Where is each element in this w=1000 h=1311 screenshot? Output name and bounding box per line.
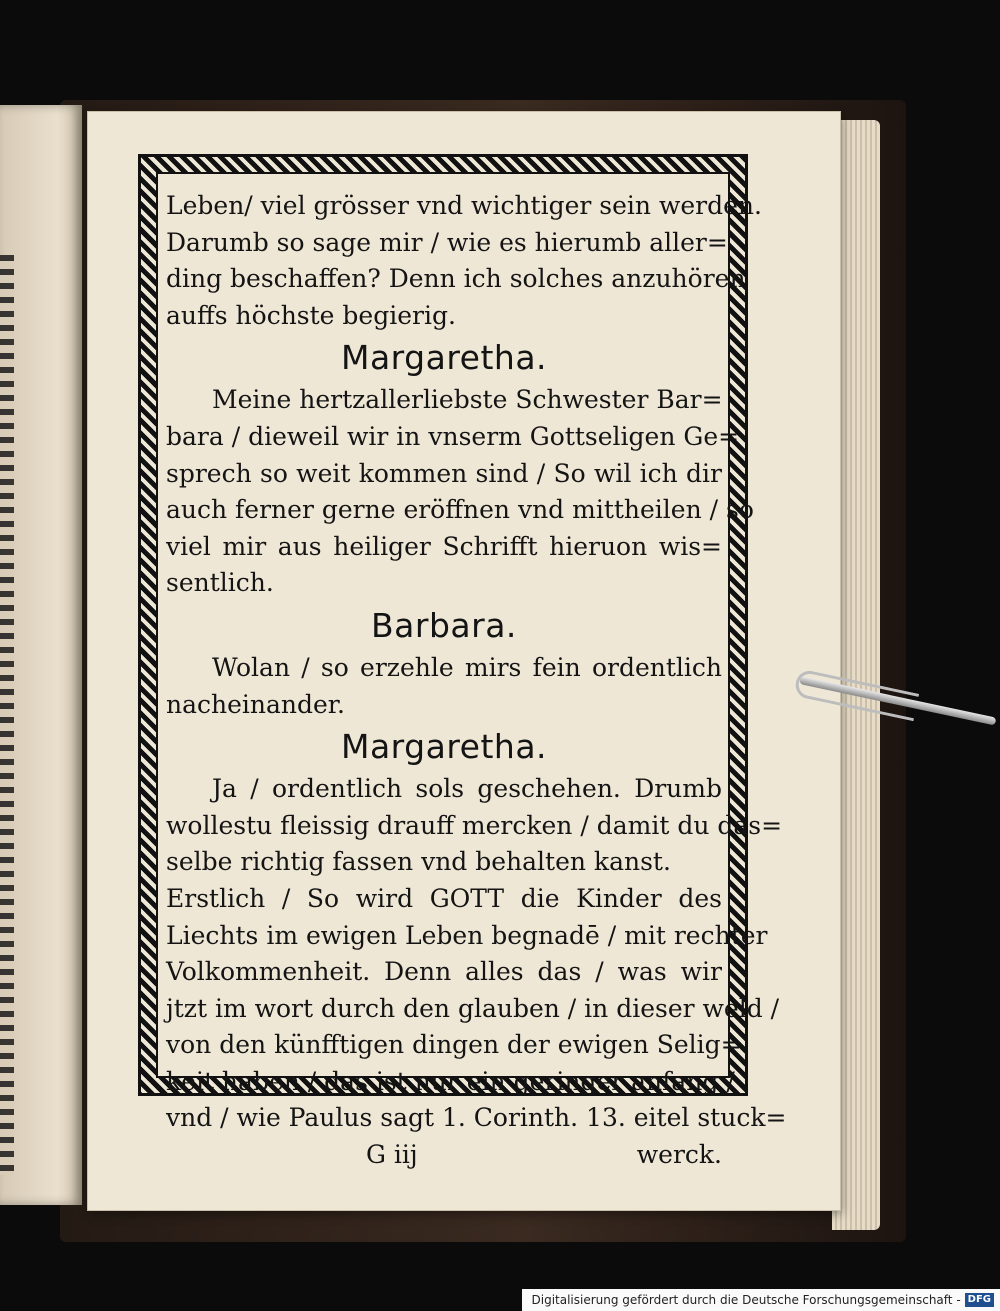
text-line: Meine hertzallerliebste Schwester Bar= <box>212 385 723 415</box>
speaker-heading: Barbara. <box>371 605 517 645</box>
attribution-bar <box>522 1289 1000 1311</box>
page-footer <box>166 1137 722 1173</box>
text-line: selbe richtig fassen vnd behalten kanst. <box>166 847 671 877</box>
text-line: nacheinander. <box>166 689 345 719</box>
speaker-heading: Margaretha. <box>340 338 548 378</box>
text-line: keit haben / das ist nur ein geringer anfang / <box>166 1066 735 1096</box>
text-line: bara / dieweil wir in vnserm Gottseligen Ge= <box>166 421 740 451</box>
book-page <box>88 112 840 1210</box>
text-line: Wolan / so erzehle mirs fein ordentlich <box>212 652 722 682</box>
catchword: werck. <box>636 1140 722 1170</box>
text-line: wollestu fleissig drauff mercken / damit du das= <box>166 810 783 840</box>
text-line: Liechts im ewigen Leben begnadē / mit rechter <box>166 920 768 950</box>
text-line: sentlich. <box>166 568 274 598</box>
text-line: Darumb so sage mir / wie es hierumb aller= <box>166 227 728 257</box>
text-line: ding beschaffen? Denn ich solches anzuhören <box>166 264 746 294</box>
signature-mark: G iij <box>366 1140 418 1170</box>
text-line: auffs höchste begierig. <box>166 300 456 330</box>
text-line: sprech so weit kommen sind / So wil ich dir <box>166 458 722 488</box>
text-line: Leben/ viel grösser vnd wichtiger sein werden. <box>166 191 762 220</box>
dfg-logo: DFG <box>965 1293 994 1307</box>
text-line: Erstlich / So wird GOTT die Kinder des <box>166 883 722 913</box>
text-line: auch ferner gerne eröffnen vnd mittheilen / so <box>166 495 754 525</box>
text-line: vnd / wie Paulus sagt 1. Corinth. 13. eitel stuck= <box>166 1103 787 1133</box>
text-line: viel mir aus heiliger Schrifft hieruon wis= <box>166 531 722 561</box>
text-line: Volkommenheit. Denn alles das / was wir <box>166 957 722 987</box>
text-line: Ja / ordentlich sols geschehen. Drumb <box>212 774 722 804</box>
facing-page <box>0 105 82 1205</box>
text-line: jtzt im wort durch den glauben / in dieser weld / <box>166 993 780 1023</box>
speaker-heading: Margaretha. <box>340 727 548 767</box>
attribution-text: Digitalisierung gefördert durch die Deutsche Forschungsgemeinschaft - <box>531 1293 961 1307</box>
text-line: von den künfftigen dingen der ewigen Selig= <box>166 1030 742 1060</box>
page-text <box>166 188 787 1173</box>
facing-page-ornament <box>0 255 14 1175</box>
